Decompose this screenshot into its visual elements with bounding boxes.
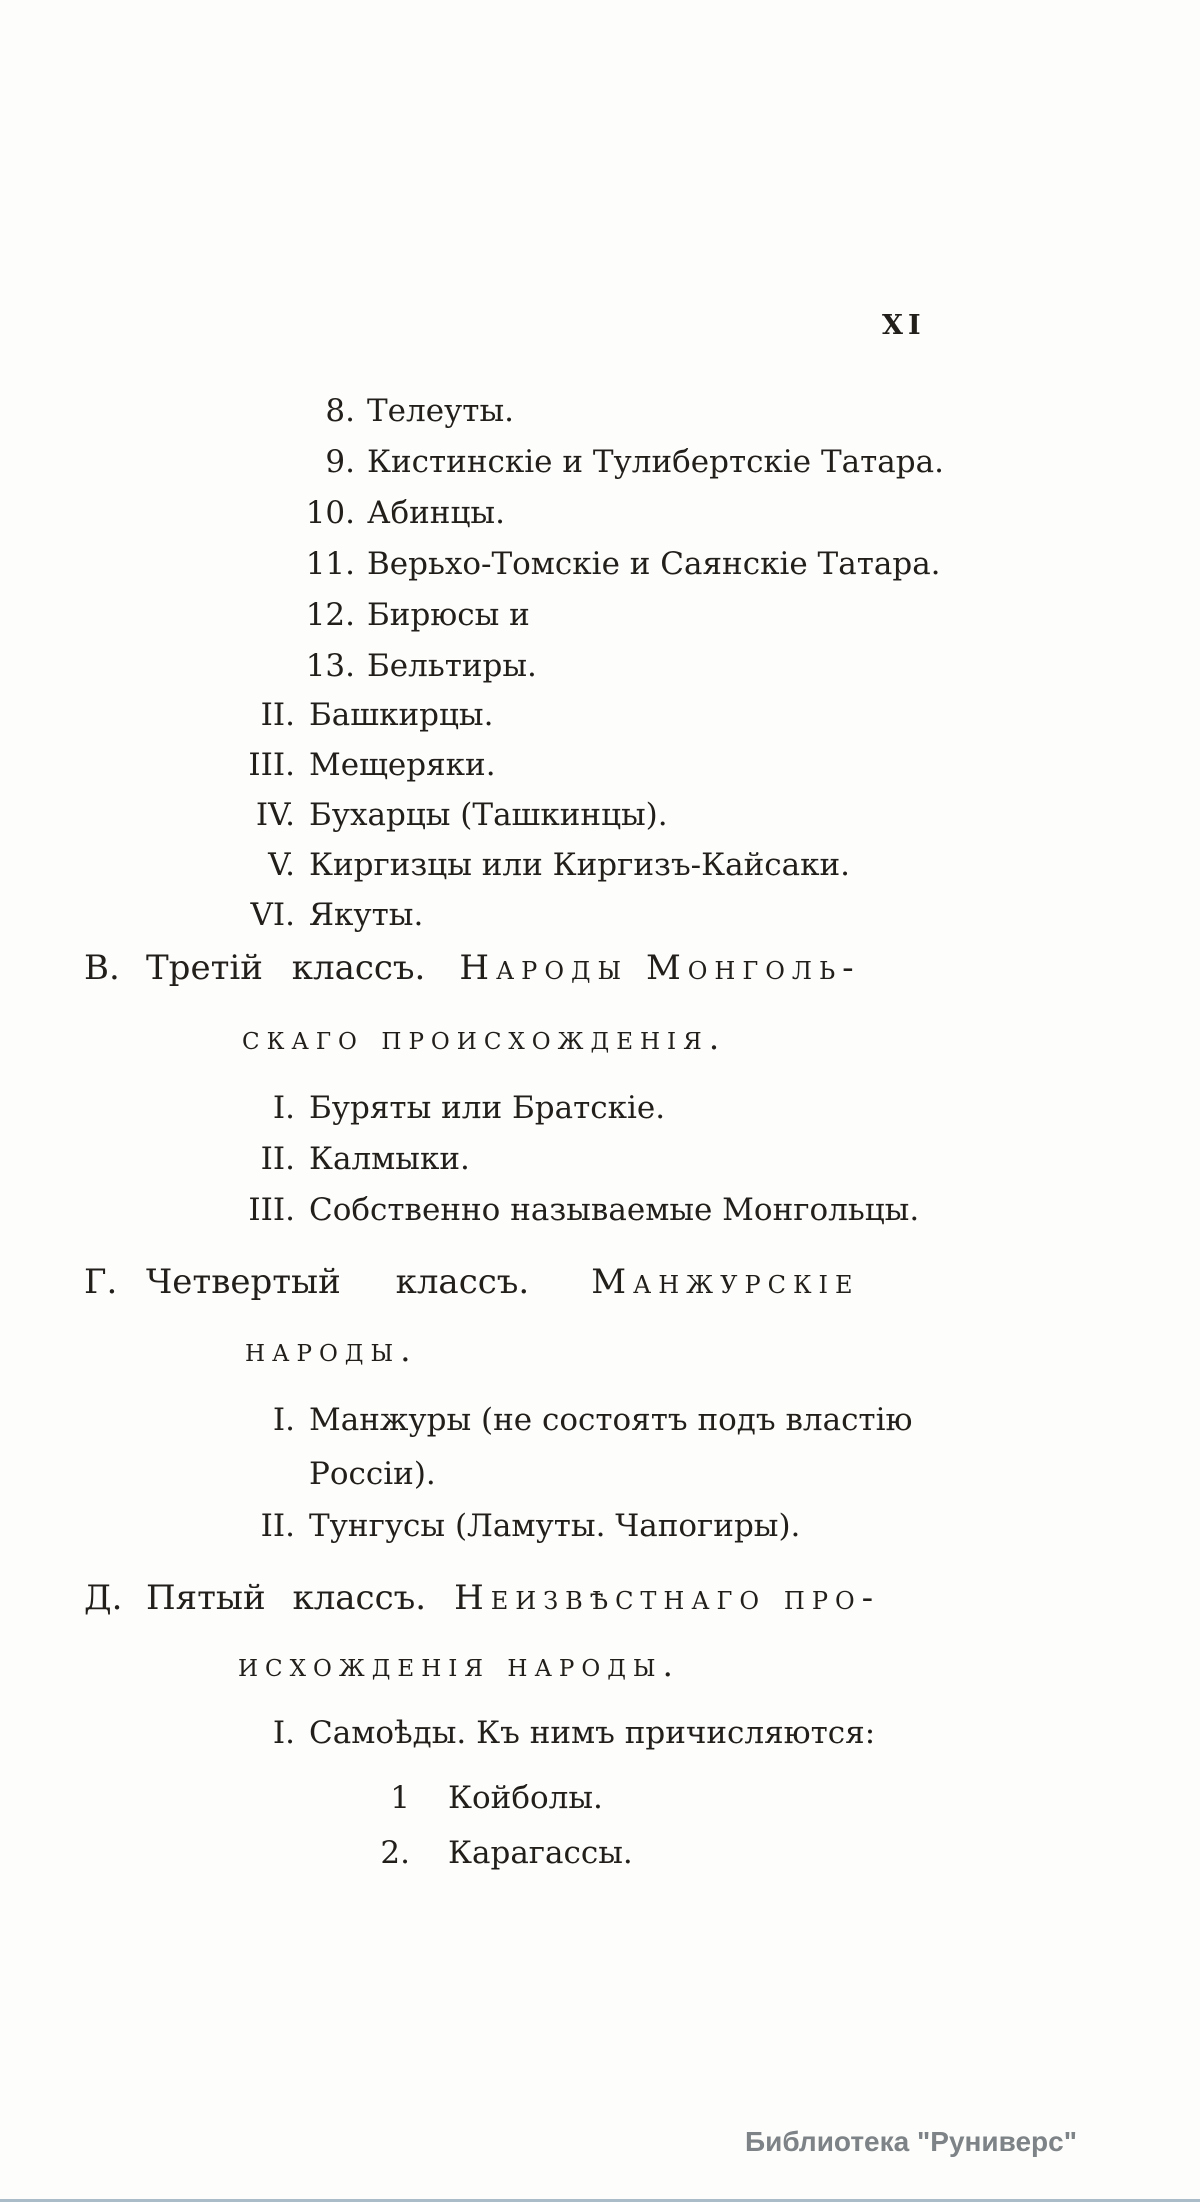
item-number: 2.	[380, 1835, 410, 1871]
item-label: Бухарцы (Ташкинцы).	[309, 797, 668, 833]
list-item	[240, 546, 941, 582]
item-number: II.	[260, 1141, 295, 1177]
list-item	[150, 1715, 875, 1751]
section-heading-d	[84, 1578, 880, 1618]
section-title-caps-line2: исхожденія народы.	[238, 1645, 681, 1684]
list-item	[150, 897, 423, 933]
item-label: Верьхо-Томскіе и Саянскіе Татара.	[367, 546, 941, 582]
list-item	[150, 697, 493, 733]
section-title-caps: Народы Монголь-	[459, 948, 861, 988]
library-watermark: Библиотека "Руниверс"	[745, 2126, 1078, 2157]
list-item	[240, 648, 537, 684]
item-number: III.	[248, 747, 295, 783]
item-number: 11.	[305, 546, 355, 582]
list-item	[240, 393, 514, 429]
item-number: 13.	[305, 648, 355, 684]
section-title: Пятый классъ.	[146, 1578, 427, 1618]
section-title-caps-line2: скаго происхожденія.	[242, 1018, 727, 1057]
section-title: Четвертый классъ.	[146, 1262, 530, 1302]
item-number: I.	[272, 1090, 295, 1126]
list-item	[150, 1508, 800, 1544]
item-label: Кистинскіе и Тулибертскіе Татара.	[367, 444, 944, 480]
item-label: Карагассы.	[448, 1835, 633, 1871]
item-number: I.	[272, 1715, 295, 1751]
item-number: 1	[390, 1780, 410, 1816]
item-number: VI.	[250, 897, 295, 933]
item-label: Мещеряки.	[309, 747, 496, 783]
list-subitem	[350, 1835, 633, 1871]
item-label: Манжуры (не состоятъ подъ властію	[309, 1402, 913, 1438]
item-label: Бирюсы и	[367, 597, 530, 633]
list-item	[150, 1141, 470, 1177]
list-item	[150, 1090, 665, 1126]
section-letter: В.	[84, 948, 120, 988]
section-heading-g	[84, 1262, 860, 1302]
list-item	[150, 1402, 913, 1438]
item-number: 12.	[305, 597, 355, 633]
item-label: Бельтиры.	[367, 648, 537, 684]
list-item	[240, 597, 530, 633]
item-label: Койболы.	[448, 1780, 603, 1816]
item-number: IV.	[255, 797, 295, 833]
section-letter: Д.	[84, 1578, 123, 1618]
page-number: XI	[882, 310, 926, 341]
item-label: Самоѣды. Къ нимъ причисляются:	[309, 1715, 876, 1751]
item-label: Буряты или Братскіе.	[309, 1090, 666, 1126]
item-number: II.	[260, 1508, 295, 1544]
item-number: II.	[260, 697, 295, 733]
item-label: Россіи).	[309, 1456, 436, 1492]
item-number: 8.	[325, 393, 355, 429]
section-title: Третій классъ.	[146, 948, 426, 988]
item-number: I.	[272, 1402, 295, 1438]
item-label: Киргизцы или Киргизъ-Кайсаки.	[309, 847, 851, 883]
list-item	[150, 797, 668, 833]
item-label: Абинцы.	[367, 495, 505, 531]
list-item	[150, 847, 850, 883]
item-label: Калмыки.	[309, 1141, 470, 1177]
list-item	[240, 495, 505, 531]
item-number: 10.	[305, 495, 355, 531]
list-item	[240, 444, 944, 480]
item-label: Телеуты.	[367, 393, 514, 429]
item-label: Башкирцы.	[309, 697, 494, 733]
item-label: Собственно называемые Монгольцы.	[309, 1192, 920, 1228]
list-item	[150, 747, 496, 783]
item-number: 9.	[325, 444, 355, 480]
section-title-caps: Неизвѣстнаго про-	[454, 1578, 881, 1618]
item-number: V.	[268, 847, 295, 883]
item-label: Тунгусы (Ламуты. Чапогиры).	[309, 1508, 801, 1544]
section-title-caps-line2: народы.	[245, 1330, 418, 1369]
section-letter: Г.	[84, 1262, 118, 1302]
section-heading-v	[84, 948, 861, 988]
list-item	[150, 1192, 919, 1228]
list-subitem	[350, 1780, 603, 1816]
item-label: Якуты.	[309, 897, 424, 933]
section-title-caps: Манжурскіе	[591, 1262, 860, 1302]
item-number: III.	[248, 1192, 295, 1228]
list-item-continuation	[309, 1456, 436, 1492]
